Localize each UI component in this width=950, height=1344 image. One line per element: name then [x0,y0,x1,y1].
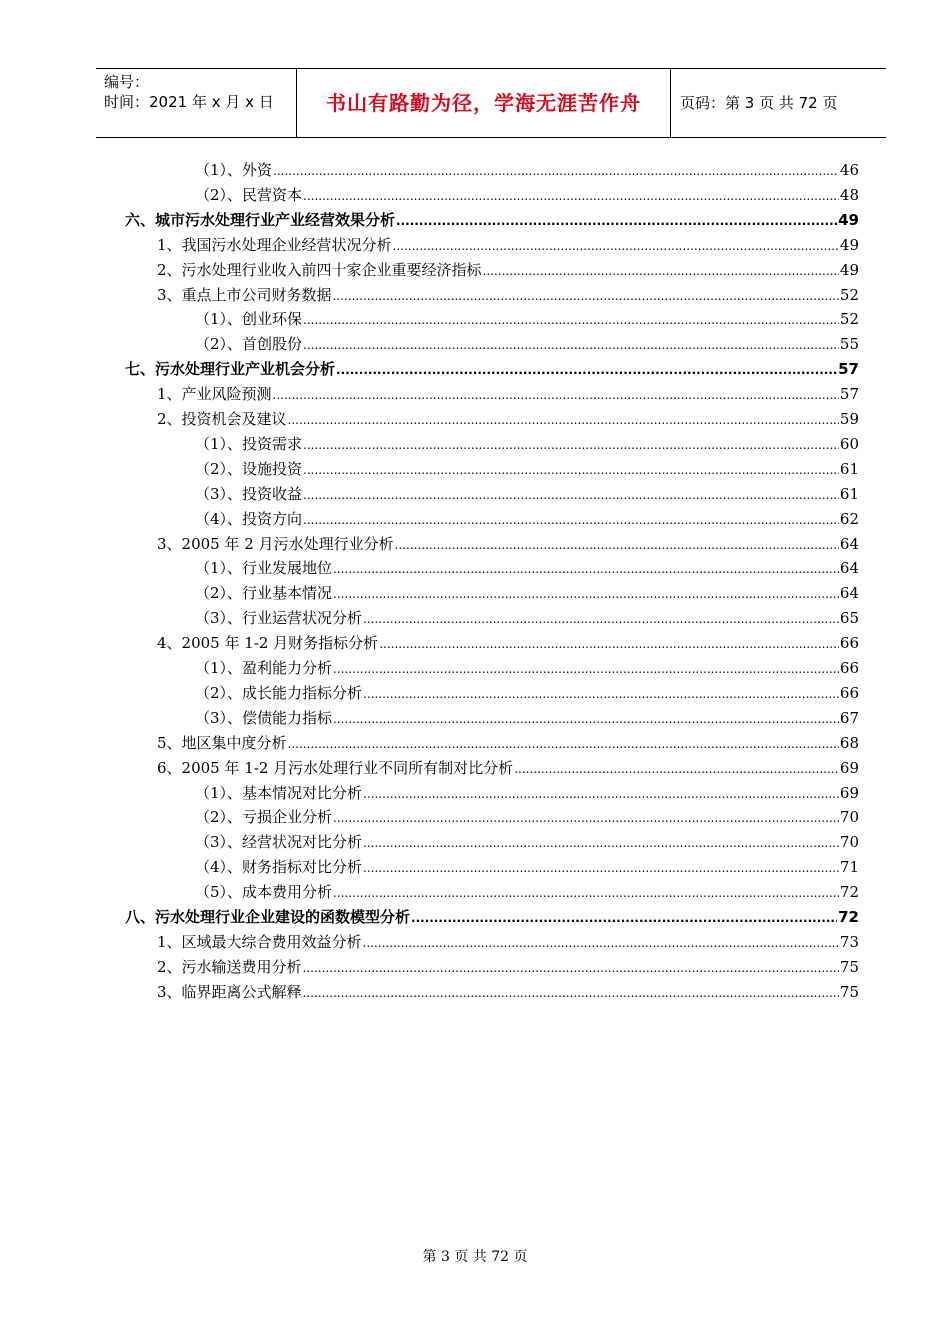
toc-entry[interactable] [157,633,859,653]
toc-entry-title: （5）、成本费用分析 [195,883,333,902]
toc-entry[interactable] [195,832,859,852]
toc-entry-title: （4）、财务指标对比分析 [195,858,363,877]
toc-entry-page-number: 49 [838,210,859,229]
toc-entry[interactable] [195,708,859,728]
toc-leader-dots [363,933,839,953]
toc-leader-dots [363,684,839,704]
toc-entry-page-number: 70 [839,808,859,827]
document-time-label: 时间：2021 年 x 月 x 日 [104,93,274,111]
toc-leader-dots [273,385,839,405]
toc-entry-title: （4）、投资方向 [195,509,303,528]
toc-entry[interactable] [157,384,859,404]
toc-entry-title: 5、地区集中度分析 [157,733,287,752]
toc-leader-dots [303,983,839,1003]
toc-entry-title: 1、区域最大综合费用效益分析 [157,932,362,951]
toc-entry-page-number: 65 [839,609,859,628]
toc-entry-title: 2、污水处理行业收入前四十家企业重要经济指标 [157,260,482,279]
toc-leader-dots [333,286,839,306]
toc-entry-page-number: 66 [839,634,859,653]
toc-entry-page-number: 46 [839,161,859,179]
toc-entry[interactable] [195,807,859,827]
toc-entry[interactable] [157,285,859,305]
toc-entry-page-number: 57 [839,385,859,404]
toc-entry-page-number: 66 [839,683,859,702]
toc-entry[interactable] [125,907,859,927]
toc-entry[interactable] [157,409,859,429]
toc-entry[interactable] [157,260,859,280]
toc-entry-page-number: 64 [839,584,859,603]
toc-leader-dots [395,535,839,555]
header-page-info: 页码：第 3 页 共 72 页 [680,94,838,112]
toc-entry-title: （1）、盈利能力分析 [195,659,333,677]
toc-entry-page-number: 55 [839,335,859,354]
toc-leader-dots [303,435,839,455]
toc-leader-dots [483,261,839,281]
toc-entry-title: （3）、经营状况对比分析 [195,833,363,852]
toc-leader-dots [333,808,839,828]
toc-entry-page-number: 69 [839,783,859,802]
toc-entry-title: 七、污水处理行业产业机会分析 [125,360,336,379]
toc-leader-dots [333,584,839,604]
toc-leader-dots [303,958,839,978]
toc-leader-dots [333,659,839,679]
toc-leader-dots [363,609,839,629]
toc-entry-page-number: 70 [839,833,859,852]
toc-entry-page-number: 59 [839,410,859,428]
toc-entry[interactable] [157,932,859,952]
toc-entry-title: 4、2005 年 1-2 月财务指标分析 [157,634,379,653]
header-motto: 书山有路勤为径，学海无涯苦作舟 [297,69,671,137]
toc-entry-page-number: 49 [839,235,859,254]
toc-entry-title: （3）、投资收益 [195,484,303,503]
page-footer: 第 3 页 共 72 页 [422,1249,528,1265]
toc-leader-dots [303,510,839,530]
toc-entry-page-number: 72 [839,883,859,902]
toc-entry[interactable] [195,484,859,504]
toc-leader-dots [336,360,837,380]
toc-entry-page-number: 60 [839,434,859,453]
toc-leader-dots [273,161,839,181]
toc-entry[interactable] [157,982,859,1002]
toc-entry-title: （3）、行业运营状况分析 [195,609,363,628]
toc-leader-dots [363,833,839,853]
toc-entry-title: 3、临界距离公式解释 [157,982,302,1001]
toc-entry[interactable] [125,359,859,379]
toc-entry-title: 1、产业风险预测 [157,385,272,404]
toc-entry-title: （2）、行业基本情况 [195,584,333,603]
toc-entry-title: （2）、亏损企业分析 [195,808,333,827]
toc-entry-page-number: 64 [839,534,859,553]
toc-entry[interactable] [195,509,859,529]
toc-entry-page-number: 52 [839,285,859,304]
toc-entry[interactable] [157,957,859,977]
toc-entry-page-number: 66 [839,659,859,677]
toc-entry[interactable] [195,160,859,180]
toc-leader-dots [411,908,837,928]
toc-entry-page-number: 57 [838,360,859,379]
toc-entry-title: 1、我国污水处理企业经营状况分析 [157,235,392,254]
toc-leader-dots [288,734,839,754]
toc-entry[interactable] [195,309,859,329]
toc-leader-dots [333,883,839,903]
toc-entry[interactable] [195,434,859,454]
toc-entry-title: 2、投资机会及建议 [157,410,287,428]
toc-entry-title: （1）、投资需求 [195,434,303,453]
toc-leader-dots [303,310,839,330]
toc-entry[interactable] [157,758,859,778]
toc-entry-page-number: 67 [839,708,859,727]
toc-leader-dots [379,634,839,654]
toc-entry-title: 六、城市污水处理行业产业经营效果分析 [125,210,396,229]
toc-entry-page-number: 62 [839,509,859,528]
page-header [96,68,886,138]
toc-entry-page-number: 48 [839,185,859,204]
toc-entry-page-number: 68 [839,733,859,752]
toc-entry-title: （2）、首创股份 [195,335,303,354]
toc-leader-dots [333,559,839,579]
toc-leader-dots [333,709,839,729]
toc-entry-page-number: 64 [839,559,859,578]
toc-leader-dots [303,335,839,355]
toc-entry[interactable] [195,882,859,902]
toc-entry-title: 3、重点上市公司财务数据 [157,285,332,304]
toc-entry-title: 6、2005 年 1-2 月污水处理行业不同所有制对比分析 [157,758,514,777]
toc-leader-dots [303,485,839,505]
toc-entry-page-number: 61 [839,459,859,478]
toc-leader-dots [396,211,837,231]
toc-entry[interactable] [125,210,859,230]
toc-entry-title: 2、污水输送费用分析 [157,957,302,976]
toc-entry-page-number: 71 [839,858,859,877]
toc-entry[interactable] [195,658,859,678]
toc-entry[interactable] [157,534,859,554]
toc-entry-title: 八、污水处理行业企业建设的函数模型分析 [125,908,411,926]
toc-leader-dots [393,236,839,256]
toc-entry-page-number: 69 [839,758,859,777]
toc-entry[interactable] [157,235,859,255]
toc-entry-page-number: 75 [839,957,859,976]
toc-entry-page-number: 61 [839,484,859,503]
toc-entry-title: （1）、外资 [195,161,273,179]
toc-entry-title: （2）、设施投资 [195,459,303,478]
toc-leader-dots [363,784,839,804]
toc-entry-title: （3）、偿债能力指标 [195,708,333,727]
toc-entry-page-number: 49 [839,260,859,279]
toc-leader-dots [303,186,839,206]
header-meta [96,69,297,137]
toc-entry-title: （1）、行业发展地位 [195,559,333,578]
toc-entry[interactable] [195,558,859,578]
toc-entry-page-number: 72 [838,908,859,926]
toc-leader-dots [288,410,839,430]
toc-entry-title: （2）、成长能力指标分析 [195,683,363,702]
toc-leader-dots [363,858,839,878]
toc-leader-dots [514,759,839,779]
toc-entry-title: （1）、创业环保 [195,310,303,329]
toc-entry-page-number: 75 [839,982,859,1001]
toc-leader-dots [303,460,839,480]
toc-entry-page-number: 52 [839,310,859,329]
toc-entry[interactable] [195,185,859,205]
toc-entry[interactable] [157,733,859,753]
toc-entry-page-number: 73 [839,932,859,951]
document-number-label: 编号： [104,73,150,91]
toc-entry-title: 3、2005 年 2 月污水处理行业分析 [157,534,394,553]
toc-entry[interactable] [195,683,859,703]
toc-entry-title: （1）、基本情况对比分析 [195,783,363,802]
toc-entry[interactable] [195,334,859,354]
toc-entry-title: （2）、民营资本 [195,185,303,204]
toc-entry[interactable] [195,608,859,628]
toc-entry[interactable] [195,583,859,603]
toc-entry[interactable] [195,459,859,479]
toc-entry[interactable] [195,783,859,803]
toc-entry[interactable] [195,857,859,877]
